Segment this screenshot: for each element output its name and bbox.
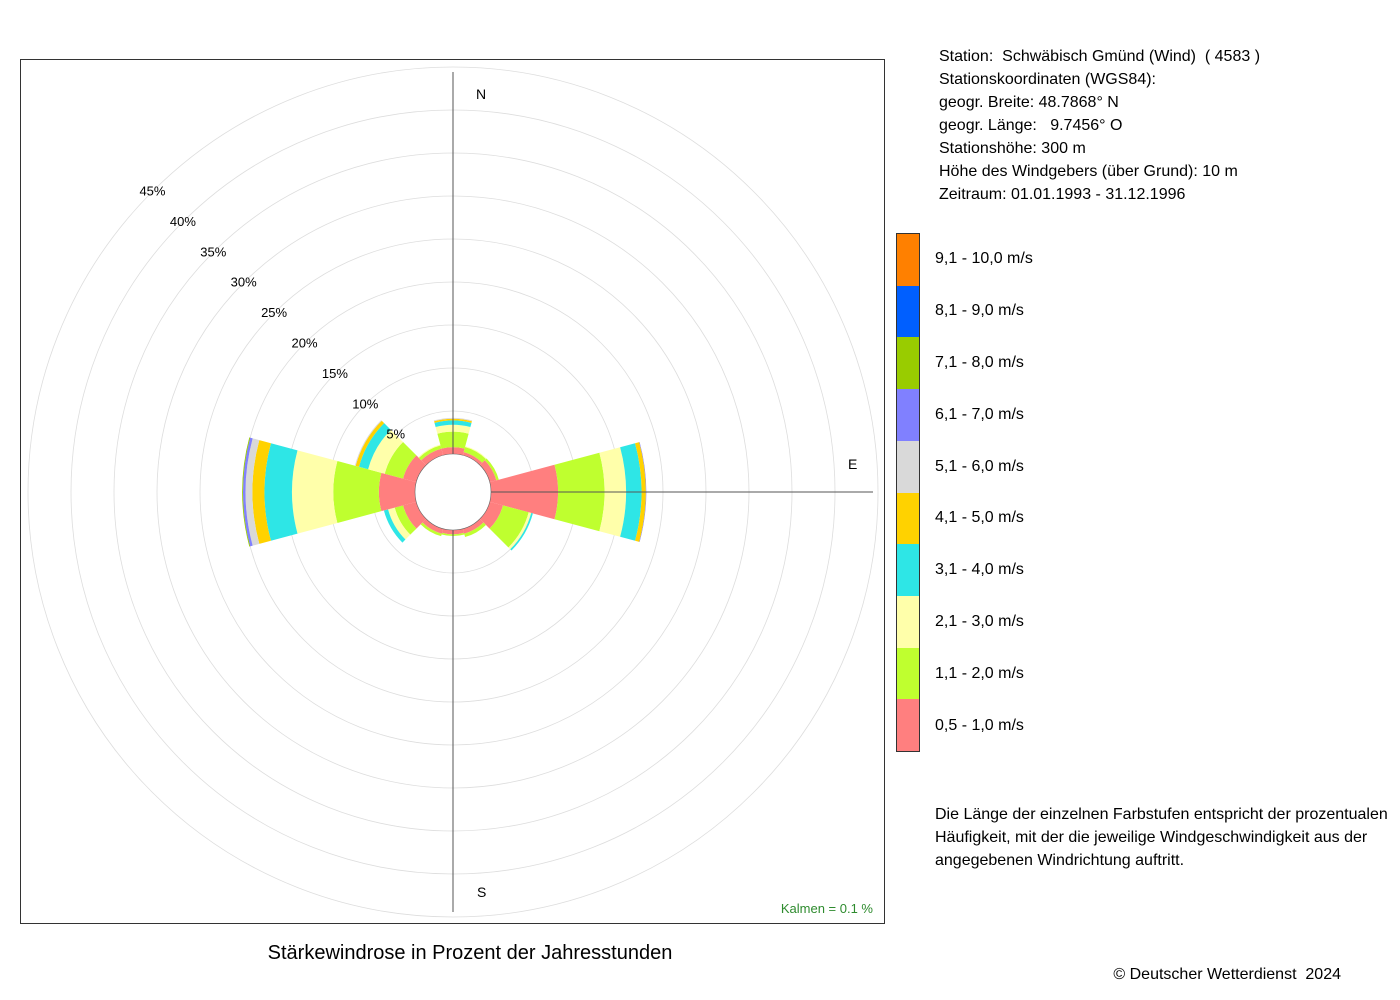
ring-label: 30%	[230, 274, 257, 290]
station-info	[939, 45, 1260, 206]
station-height: Stationshöhe: 300 m	[939, 140, 1086, 157]
compass-east: E	[848, 456, 858, 472]
center-hole	[415, 454, 491, 530]
copyright: © Deutscher Wetterdienst 2024	[1113, 966, 1341, 983]
legend-swatch	[897, 286, 919, 338]
legend-swatch	[897, 596, 919, 648]
period: Zeitraum: 01.01.1993 - 31.12.1996	[939, 186, 1186, 203]
legend-label: 8,1 - 9,0 m/s	[935, 301, 1024, 319]
legend-label: 1,1 - 2,0 m/s	[935, 665, 1024, 683]
legend-swatch	[897, 493, 919, 545]
compass-north: N	[476, 86, 487, 102]
legend-swatch	[897, 234, 919, 286]
legend-color-bar	[896, 233, 920, 752]
compass-south: S	[477, 884, 487, 900]
ring-label: 10%	[352, 396, 379, 412]
legend-swatch	[897, 337, 919, 389]
ring-label: 25%	[261, 305, 288, 321]
legend-labels	[935, 233, 1033, 752]
legend-label: 4,1 - 5,0 m/s	[935, 509, 1024, 527]
ring-label: 45%	[139, 183, 166, 199]
legend-swatch	[897, 389, 919, 441]
legend-label: 6,1 - 7,0 m/s	[935, 405, 1024, 423]
legend-swatch	[897, 699, 919, 751]
legend-swatch	[897, 648, 919, 700]
station-name: Station: Schwäbisch Gmünd (Wind) ( 4583 )	[939, 48, 1261, 65]
ring-label: 40%	[169, 213, 196, 229]
calm-label: Kalmen = 0.1 %	[780, 901, 873, 916]
ring-labels	[139, 183, 405, 441]
ring-label: 5%	[386, 426, 406, 442]
legend-label: 5,1 - 6,0 m/s	[935, 457, 1024, 475]
latitude: geogr. Breite: 48.7868° N	[939, 94, 1119, 111]
ring-label: 35%	[200, 244, 227, 260]
legend-swatch	[897, 441, 919, 493]
explanation-note: Die Länge der einzelnen Farbstufen entspricht der prozentualen Häufigkeit, mit der die jeweilige Windgeschwindigkeit aus der angegebenen Windrichtung auftritt.	[935, 806, 1388, 869]
wind-sector-segment	[292, 450, 337, 533]
ring-label: 15%	[321, 365, 348, 381]
legend-swatch	[897, 544, 919, 596]
legend-label: 0,5 - 1,0 m/s	[935, 717, 1024, 735]
ring-label: 20%	[291, 335, 318, 351]
chart-caption: Stärkewindrose in Prozent der Jahresstunden	[267, 942, 673, 964]
legend-label: 7,1 - 8,0 m/s	[935, 353, 1024, 371]
sensor-height: Höhe des Windgebers (über Grund): 10 m	[939, 163, 1238, 180]
legend-label: 3,1 - 4,0 m/s	[935, 561, 1024, 579]
coords-title: Stationskoordinaten (WGS84):	[939, 71, 1156, 88]
legend-label: 9,1 - 10,0 m/s	[935, 249, 1033, 267]
legend-label: 2,1 - 3,0 m/s	[935, 613, 1024, 631]
longitude: geogr. Länge: 9.7456° O	[939, 117, 1123, 134]
